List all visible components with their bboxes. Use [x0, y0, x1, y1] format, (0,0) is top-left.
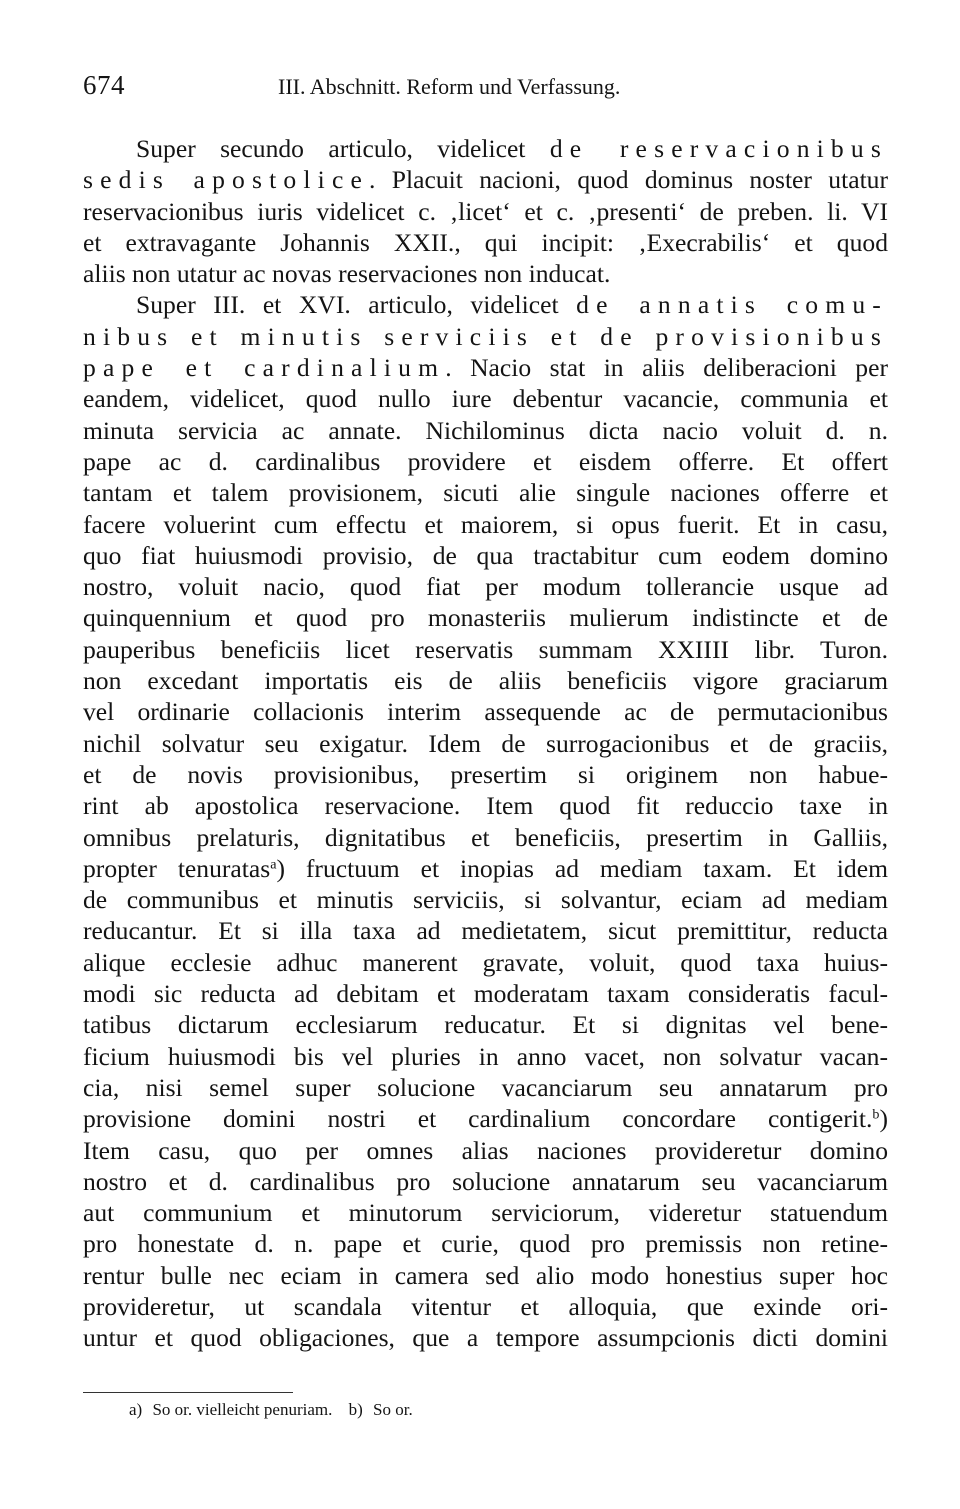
text-line: propter tenuratas$^a$) fructuum et inopias ad mediam taxam. Et idem: [83, 853, 888, 883]
footnote-marker: a): [129, 1400, 143, 1419]
text-line: sedis apostolice. Placuit nacioni, quod dominus noster utatur: [83, 165, 889, 195]
text-line: nostro et d. cardinalibus pro solucione annatarum seu vacanciarum: [83, 1166, 888, 1196]
text-line: nibus et minutis serviciis et de provisionibus: [83, 321, 888, 351]
text-line: Super III. et XVI. articulo, videlicet de annatis comu-: [136, 290, 889, 320]
text-line: pauperibus beneficiis licet reservatis summam XXIIII libr. Turon.: [83, 634, 888, 664]
text-line: rentur bulle nec eciam in camera sed alio modo honestius super hoc: [83, 1260, 888, 1290]
text-line: omnibus prelaturis, dignitatibus et beneficiis, presertim in Galliis,: [83, 822, 888, 852]
footnote-text: So or.: [373, 1400, 413, 1419]
footnote-b: [349, 1400, 419, 1419]
text-line: reducantur. Et si illa taxa ad medietatem, sicut premittitur, reducta: [83, 916, 888, 946]
text-line: provisione domini nostri et cardinalium concordare contigerit.$^b$): [83, 1104, 888, 1134]
running-title: III. Abschnitt. Reform und Verfassung.: [278, 74, 621, 99]
text-line: pape ac d. cardinalibus providere et eisdem offerre. Et offert: [83, 446, 888, 476]
text-line: ficium huiusmodi bis vel pluries in anno vacet, non solvatur vacan-: [83, 1041, 888, 1071]
page-header: [83, 70, 888, 114]
text-line: pro honestate d. n. pape et curie, quod pro premissis non retine-: [83, 1229, 888, 1259]
text-line: non excedant importatis eis de aliis beneficiis vigore graciarum: [83, 666, 888, 696]
text-line: modi sic reducta ad debitam et moderatam taxam consideratis facul-: [83, 979, 888, 1009]
text-line: aut communium et minutorum serviciorum, videretur statuendum: [83, 1198, 888, 1228]
text-line: facere voluerint cum effectu et maiorem, si opus fuerit. Et in casu,: [83, 509, 888, 539]
text-line: Item casu, quo per omnes alias naciones provideretur domino: [83, 1135, 888, 1165]
text-line: nostro, voluit nacio, quod fiat per modum tollerancie usque ad: [83, 572, 888, 602]
page-number: 674: [83, 70, 125, 100]
text-line: tatibus dictarum ecclesiarum reducatur. Et si dignitas vel bene-: [83, 1010, 888, 1040]
text-line: quinquennium et quod pro monasteriis mulierum indistincte et de: [83, 603, 888, 633]
footnote-marker: b): [348, 1400, 363, 1419]
footnote-a: [129, 1400, 343, 1419]
text-line: nichil solvatur seu exigatur. Idem de surrogacionibus et de graciis,: [83, 728, 888, 758]
text-line: minuta servicia ac annate. Nichilominus dicta nacio voluit d. n.: [83, 415, 888, 445]
footnote-text: So or. vielleicht penuriam.: [152, 1400, 333, 1419]
text-line: et extravagante Johannis XXII., qui incipit: ‚Execrabilis‘ et quod: [83, 227, 888, 257]
footnotes: [129, 1400, 425, 1420]
text-line: aliis non utatur ac novas reservaciones non inducat.: [83, 259, 611, 289]
footnote-rule: [83, 1392, 293, 1393]
text-line: quo fiat huiusmodi provisio, de qua tractabitur cum eodem domino: [83, 540, 888, 570]
text-line: de communibus et minutis serviciis, si solvantur, eciam ad mediam: [83, 885, 888, 915]
text-line: alique ecclesie adhuc manerent gravate, voluit, quod taxa huius-: [83, 947, 888, 977]
text-line: untur et quod obligaciones, que a tempore assumpcionis dicti domini: [83, 1323, 888, 1353]
text-line: rint ab apostolica reservacione. Item quod fit reduccio taxe in: [83, 791, 888, 821]
text-line: tantam et talem provisionem, sicuti alie singule naciones offerre et: [83, 478, 888, 508]
footnote-ref-b: b: [872, 1106, 880, 1123]
text-line: vel ordinarie collacionis interim assequende ac de permutacionibus: [83, 697, 888, 727]
footnote-ref-a: a: [270, 856, 277, 873]
document-page: [83, 70, 888, 1354]
text-line: et de novis provisionibus, presertim si originem non habue-: [83, 759, 888, 789]
text-line: reservacionibus iuris videlicet c. ‚licet‘ et c. ‚presenti‘ de preben. li. VI: [83, 196, 888, 226]
text-line: cia, nisi semel super solucione vacanciarum seu annatarum pro: [83, 1072, 888, 1102]
body-text: [83, 133, 888, 1354]
text-line: pape et cardinalium. Nacio stat in aliis deliberacioni per: [83, 353, 888, 383]
text-line: Super secundo articulo, videlicet de reservacionibus: [136, 134, 888, 163]
text-line: eandem, videlicet, quod nullo iure debentur vacancie, communia et: [83, 384, 888, 414]
text-line: provideretur, ut scandala vitentur et alloquia, que exinde ori-: [83, 1291, 888, 1321]
